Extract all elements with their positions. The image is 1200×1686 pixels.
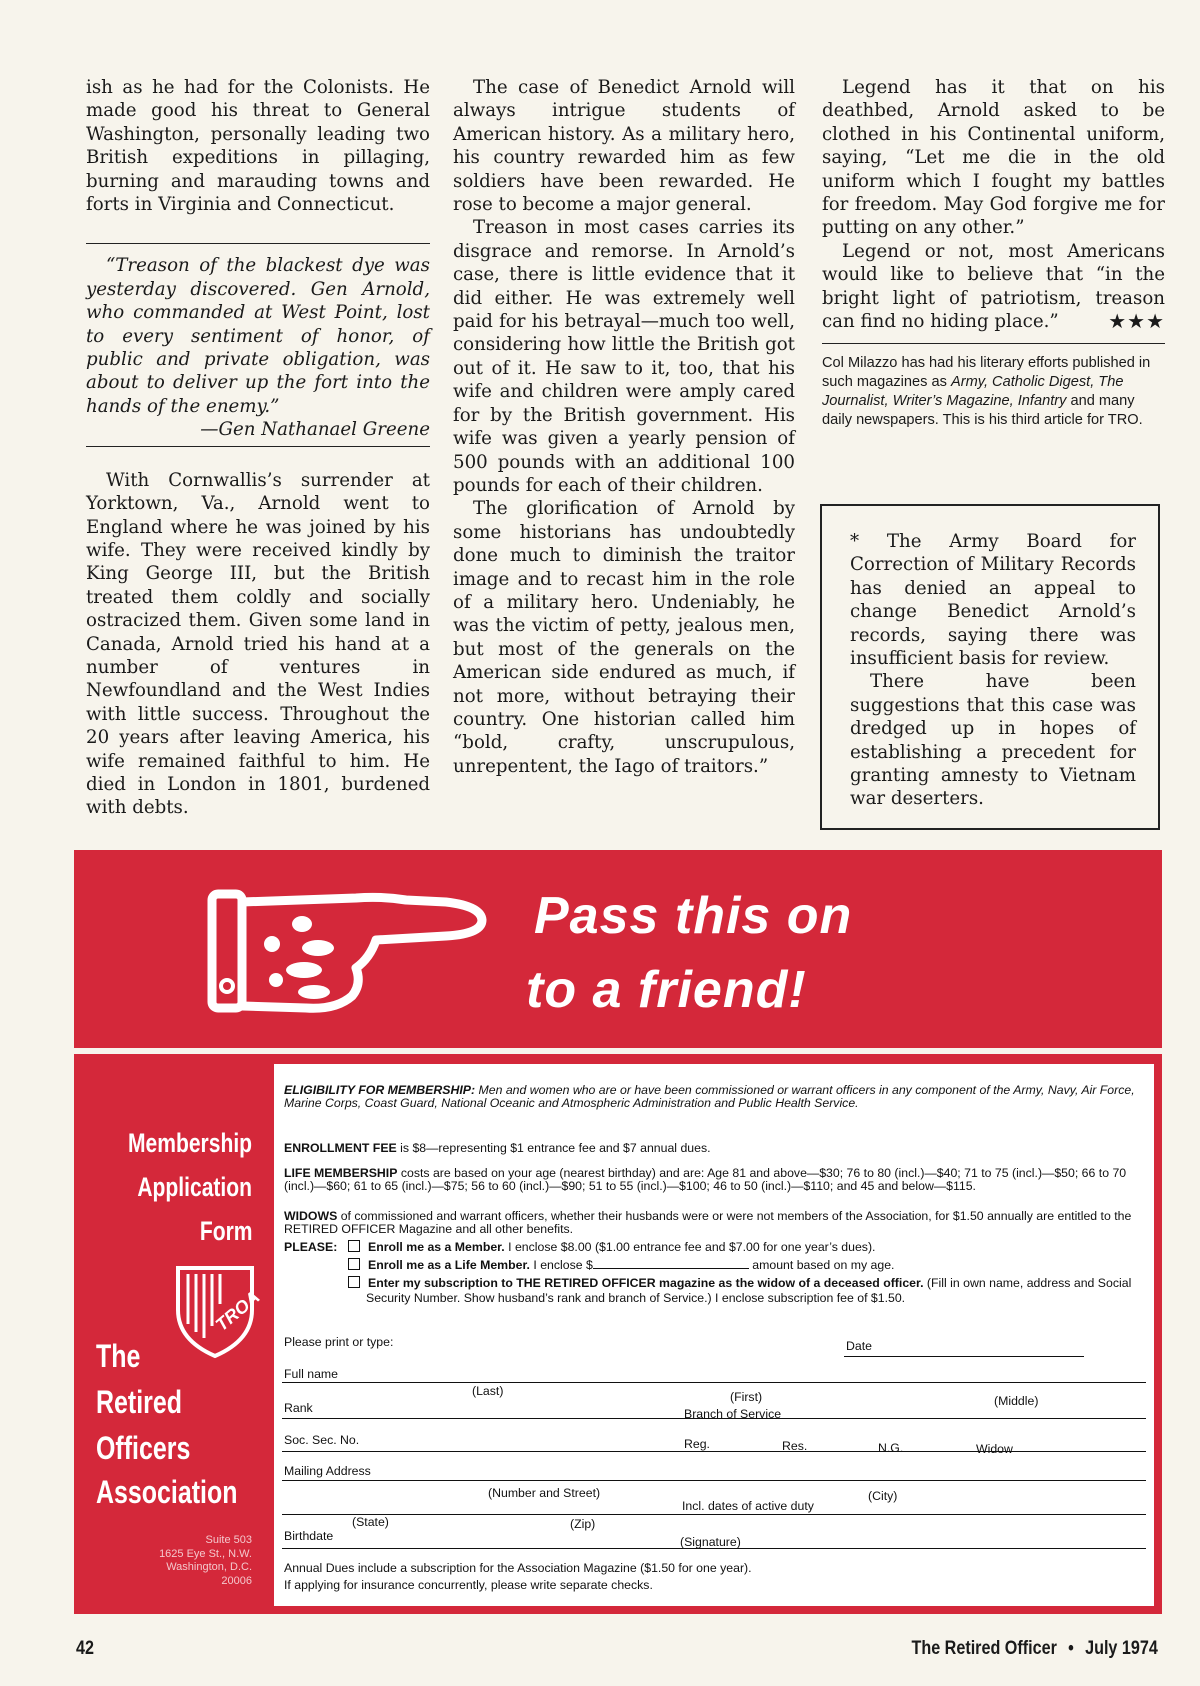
eligibility-body: Men and women who are or have been commissioned or warrant officers in any component of the Army, Navy, Air Force, Marine Corps, Coast Guard, National Oceanic and Atmospheric Administration and Public Health Service. [284, 1083, 1135, 1111]
street-label: (Number and Street) [488, 1486, 601, 1500]
pass-on-banner [74, 850, 1162, 1048]
rank-branch-field[interactable] [282, 1418, 1146, 1419]
col1-paragraph-2: With Cornwallis’s surrender at Yorktown, Va., Arnold went to England where he was joined by his wife. They were received kindly by King George III, but the British treated them coldly and socially ostracized them. Given some land in Canada, Arnold tried his hand at a number of ventures in Newfoundland and the West Indies with little success. Throughout the 20 years after leaving America, his wife remained faithful to him. He died in London in 1801, burdened with debts. [86, 469, 430, 819]
article-column-2 [453, 76, 795, 778]
option-member-text: I enclose $8.00 ($1.00 entrance fee and $7.00 for one year’s dues). [504, 1240, 876, 1254]
date-field[interactable] [844, 1356, 1084, 1357]
col2-paragraph-1: The case of Benedict Arnold will always intrigue students of American history. As a military hero, his country rewarded him as few soldiers have been rewarded. He rose to become a major general. [453, 77, 795, 216]
correction-note-box [820, 504, 1160, 830]
enrollment-fee-text [284, 1142, 1146, 1155]
banner-headline-2: to a friend! [526, 961, 807, 1019]
bio-text-1: Col Milazzo has had his literary efforts published in such magazines as [822, 355, 1151, 391]
address-duty-field[interactable] [282, 1514, 1146, 1515]
branch-label: Branch of Service [684, 1407, 782, 1421]
col3-paragraph-1: Legend has it that on his deathbed, Arnold asked to be clothed in his Continental uniform, saying, “Let me die in the old uniform which I fought my battles for freedom. May God forgive me for putting on any other.” [822, 77, 1165, 239]
reg-label: Reg. [684, 1437, 710, 1451]
address-line-3: Washington, D.C. [166, 1561, 252, 1573]
zip-label: (Zip) [570, 1517, 596, 1531]
option-member-label: Enroll me as a Member. [368, 1240, 505, 1254]
troa-logo-text: TROA [211, 1286, 264, 1335]
option-widow-text: (Fill in own name, address and Social Security Number. Show husband’s rank and branch of Service.) I enclose subscription fee of $1.50. [366, 1276, 1132, 1305]
full-name-field[interactable] [282, 1382, 1146, 1383]
option-life-text-a: I enclose $ [529, 1258, 593, 1272]
option-member[interactable] [348, 1240, 1148, 1255]
print-label: Please print or type: [284, 1335, 394, 1349]
life-label: LIFE MEMBERSHIP [284, 1166, 398, 1180]
mailing-address-label: Mailing Address [284, 1464, 371, 1478]
insurance-note: If applying for insurance concurrently, please write separate checks. [284, 1578, 653, 1592]
life-body: costs are based on your age (nearest birthday) and are: Age 81 and above—$30; 76 to 80 (incl.)—$40; 71 to 75 (incl.)—$50; 66 to 70 (incl.)—$60; 61 to 65 (incl.)—$75; 56 to 60 (incl.)—$90; 51 to 55 (incl.)—$100; 46 to 50 (incl.)—$110; and 45 and below—$115. [284, 1166, 1127, 1194]
bio-text-2: and many daily newspapers. This is his third article for TRO. [822, 393, 1143, 428]
ssn-field[interactable] [282, 1451, 1146, 1452]
banner-headline-1: Pass this on [534, 887, 853, 945]
option-widow-label: Enter my subscription to THE RETIRED OFFICER magazine as the widow of a deceased officer. [368, 1276, 924, 1290]
ssn-label: Soc. Sec. No. [284, 1433, 360, 1447]
end-mark-stars: ★★★ [1108, 309, 1165, 334]
city-label: (City) [868, 1489, 898, 1503]
pointing-hand-icon [206, 888, 488, 1014]
publication-footer [912, 1638, 1158, 1660]
publication-name: The Retired Officer [911, 1638, 1058, 1659]
association-name-line-4: Association [96, 1474, 238, 1510]
life-membership-text [284, 1167, 1146, 1194]
full-name-label: Full name [284, 1367, 338, 1381]
member-checkbox[interactable] [348, 1240, 360, 1252]
association-name-line-2: Retired [96, 1384, 182, 1420]
address-line-2: 1625 Eye St., N.W. [159, 1547, 252, 1560]
state-label: (State) [352, 1515, 389, 1529]
date-label: Date [846, 1339, 872, 1353]
footer-separator: • [1068, 1638, 1074, 1659]
form-title-line-3: Form [199, 1216, 252, 1246]
note-paragraph-2: There have been suggestions that this case was dredged up in hopes of establishing a precedent for granting amnesty to Vietnam war deserters. [850, 671, 1136, 810]
note-paragraph-1: * The Army Board for Correction of Military Records has denied an appeal to change Benedict Arnold’s records, saying there was insufficient basis for review. [850, 531, 1136, 670]
option-widow-subscription[interactable] [348, 1276, 1166, 1306]
middle-label: (Middle) [994, 1394, 1039, 1408]
form-title-line-2: Application [137, 1172, 252, 1202]
option-life-member[interactable] [348, 1258, 1148, 1273]
life-member-checkbox[interactable] [348, 1258, 360, 1270]
birthdate-signature-field[interactable] [282, 1548, 1146, 1549]
widows-body: of commissioned and warrant officers, whether their husbands were or were not members of the Association, for $1.50 annually are entitled to the RETIRED OFFICER Magazine and all other benefits. [284, 1209, 1132, 1237]
address-line-1: Suite 503 [205, 1534, 252, 1546]
first-label: (First) [730, 1390, 763, 1404]
birthdate-label: Birthdate [284, 1529, 334, 1543]
pull-quote-attribution: —Gen Nathanael Greene [200, 419, 430, 441]
address-line-4: 20006 [221, 1574, 252, 1587]
option-life-text-b: amount based on my age. [748, 1258, 895, 1272]
widow-label: Widow [976, 1442, 1013, 1456]
pull-quote [86, 244, 430, 445]
col3-paragraph-2-text: Legend or not, most Americans would like to believe that “in the bright light of patriotism, treason can find no hiding place.” [822, 240, 1165, 333]
association-name-line-3: Officers [96, 1430, 191, 1466]
col3-paragraph-2 [822, 240, 1165, 334]
quote-bottom-rule [86, 446, 430, 447]
dues-note: Annual Dues include a subscription for the Association Magazine ($1.50 for one year). [284, 1561, 752, 1575]
col2-paragraph-2: Treason in most cases carries its disgrace and remorse. In Arnold’s case, there is little evidence that it did either. He was extremely well paid for his betrayal—much too well, considering how little the British got out of it. He saw to it, too, that his wife and children were amply cared for by the British government. His wife was given a yearly pension of 500 pounds with an additional 100 pounds for each of their children. [453, 217, 795, 496]
membership-application-form [74, 1054, 1162, 1614]
page-number: 42 [76, 1638, 94, 1659]
fee-body: is $8—representing $1 entrance fee and $7 annual dues. [396, 1141, 711, 1155]
pull-quote-text: “Treason of the blackest dye was yesterday discovered. Gen Arnold, who commanded at West Point, lost to every sentiment of honor, of public and private obligation, was about to deliver up the fort into the hands of the enemy.” [86, 255, 430, 417]
life-amount-field[interactable] [593, 1258, 749, 1269]
rank-label: Rank [284, 1401, 313, 1415]
widows-text [284, 1210, 1146, 1237]
res-label: Res. [782, 1439, 808, 1453]
form-sidebar [74, 1054, 270, 1614]
bio-magazines: Army, Catholic Digest, The Journalist, Writer’s Magazine, Infantry [822, 374, 1124, 410]
mailing-address-field[interactable] [282, 1480, 1146, 1481]
col1-paragraph-1: ish as he had for the Colonists. He made good his threat to General Washington, personally leading two British expeditions in pillaging, burning and marauding towns and forts in Virginia and Connecticut. [86, 77, 430, 216]
eligibility-label: ELIGIBILITY FOR MEMBERSHIP: [284, 1083, 476, 1097]
association-name-line-1: The [96, 1338, 141, 1374]
widows-label: WIDOWS [284, 1209, 338, 1223]
widow-subscription-checkbox[interactable] [348, 1276, 360, 1288]
eligibility-text [284, 1084, 1146, 1111]
fee-label: ENROLLMENT FEE [284, 1141, 397, 1155]
option-life-label: Enroll me as a Life Member. [368, 1258, 530, 1272]
active-duty-label: Incl. dates of active duty [682, 1499, 814, 1513]
troa-shield-logo [174, 1264, 264, 1360]
form-title-line-1: Membership [127, 1128, 252, 1158]
author-bio [822, 344, 1165, 429]
article-column-1 [86, 76, 430, 820]
please-label-text: PLEASE: [284, 1240, 338, 1254]
col2-paragraph-3: The glorification of Arnold by some historians has undoubtedly done much to diminish the traitor image and to recast him in the role of a military hero. Undeniably, he was the victim of petty, jealous men, but most of the generals on the American side endured as much, if not more, without betraying their country. One historian called him “bold, crafty, unscrupulous, unrepentent, the Iago of traitors.” [453, 498, 795, 777]
signature-label: (Signature) [680, 1535, 741, 1549]
article-column-3 [822, 76, 1165, 430]
last-label: (Last) [472, 1384, 504, 1398]
association-address [159, 1534, 252, 1588]
ng-label: N.G. [878, 1441, 904, 1455]
issue-date: July 1974 [1085, 1638, 1158, 1659]
form-body [274, 1064, 1154, 1606]
